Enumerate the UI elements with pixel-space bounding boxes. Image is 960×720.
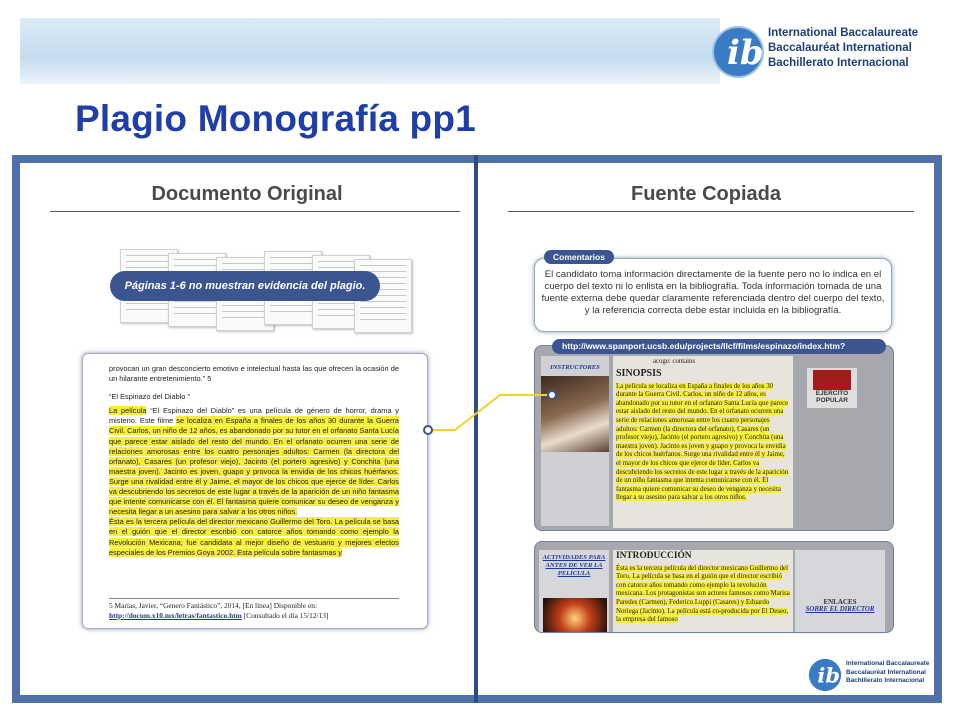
ib-footer-name-es: Bachillerato Internacional xyxy=(846,677,925,684)
footnote-link[interactable]: http://docum.x10.mx/letras/fantastico.htm xyxy=(109,610,242,620)
comment-label: Comentarios xyxy=(544,250,614,264)
intro-text xyxy=(616,565,790,625)
copied-source-heading: Fuente Copiada xyxy=(630,183,781,205)
ib-name-en: International Baccalaureate xyxy=(768,27,919,39)
poster-caption: EJERCITO POPULAR xyxy=(815,390,849,404)
doc-paragraph-1 xyxy=(109,406,399,517)
intro-section-title: INTRODUCCIÓN xyxy=(616,551,692,561)
svg-text:ib: ib xyxy=(817,662,840,688)
ib-name-es: Bachillerato Internacional xyxy=(768,57,909,69)
header-banner xyxy=(20,18,720,84)
highlighted-text: La película xyxy=(109,406,147,416)
highlighted-text: se localiza en España a finales de los años 30 durante la Guerra Civil. Carlos, un niño de 12 años, es abandonado por su tutor en el orfanato Santa Lucía que parece estar aislado del resto del mundo. En el orfanato ocurren una serie de relaciones amorosas entre los cuatro personajes adultos: Carmen (la directora del orfanato), Casares (un profesor viejo), Jacinto (el portero agresivo) y Conchita (una maestra joven). Jacinto es joven, guapo y provoca la envidia de los chicos huérfanos. Surge una rivalidad entre él y Jaime, el mayor de los chicos que ejerce de líder. Carlos va descubriendo los secretos de este lugar a través de la aparición de un niño fantasma que intente comunicarse con él. El fantasma quiere comunicar su deseo de venganza y necesita llegar a un asesino para salvar a los otros niños. xyxy=(109,416,399,517)
heading-divider xyxy=(50,211,460,212)
film-still-image xyxy=(543,598,607,632)
web-synopsis-text xyxy=(616,383,790,503)
source-intro-screenshot xyxy=(534,541,894,633)
web-side-label: INSTRUCTORES xyxy=(550,364,600,371)
original-document-heading: Documento Original xyxy=(151,183,343,205)
highlighted-text: Ésta es la tercera película del director mexicano Guillermo del Toro. La película se basa en el guión que el director escribió con catorce años tomando como ejemplo la Revolución Mexicana; fue candidata al mejor diseño de vestuario y mejores efectos especiales de los Premios Goya 2002. Esta película sobre fantasmas y xyxy=(109,517,399,557)
book-frame xyxy=(12,155,942,703)
ejercito-popular-poster xyxy=(807,368,857,408)
original-document-excerpt xyxy=(82,353,428,629)
footnote-date: [Consultado el día 15/12/13] xyxy=(241,610,329,620)
activities-link[interactable]: ACTIVIDADES PARA ANTES DE VER LA PELÍCULA xyxy=(542,554,606,577)
web-synopsis xyxy=(613,356,793,528)
footnote xyxy=(109,598,399,620)
page-title: Plagio Monografía pp1 xyxy=(75,98,476,139)
ib-organization-name xyxy=(768,26,918,71)
links-column xyxy=(795,550,885,632)
highlighted-text: La película se localiza en España a finales de los años 30 durante la Guerra Civil. Carlos, un niño de 12 años, es abandonado por su tutor en el orfanato Santa Lucía que parece estar aislado del resto del mundo. En el orfanato ocurren una serie de relaciones amorosas entre los cuatro personajes adultos: Carmen (la directora del orfanato), Casares (un profesor viejo), Jacinto (el portero agresivo) y Conchita (una maestra joven). Jacinto es joven y guapo y provoca la envidia de los chicos huérfanos. Surge una rivalidad entre él y Jaime, el mayor de los chicos que ejerce de líder. Carlos va descubriendo los secretos de este lugar a través de la aparición de un niño fantasma que intenta comunicarse con él. El fantasma quiere comunicar su deseo de venganza y necesita llegar a su asesino para salvar a los otros niños. xyxy=(616,382,789,502)
ib-name-fr: Baccalauréat International xyxy=(768,42,912,54)
ib-logo-icon xyxy=(708,20,768,80)
ib-footer-name-en: International Baccalaureate xyxy=(846,660,930,667)
ib-footer-name-fr: Baccalauréat International xyxy=(846,668,926,676)
film-still-image xyxy=(541,376,609,452)
original-document-page xyxy=(20,163,474,695)
doc-text: “El Espinazo del Diablo” es una película de género de horror, drama y misterio. Este filme xyxy=(109,406,399,426)
svg-text:ib: ib xyxy=(727,33,764,73)
copied-source-page xyxy=(478,163,934,695)
ib-footer-name xyxy=(846,660,929,686)
doc-intro-text: provocan un gran desconcierto emotivo e intelectual hasta las que ofrecen la ocasión de un hilarante entretenimiento.” 5 xyxy=(109,364,399,384)
doc-paragraph-2 xyxy=(109,517,399,557)
links-title: ENLACES xyxy=(823,598,857,606)
intro-text-block xyxy=(613,550,793,632)
footnote-citation: 5 Marías, Javier, “Genero Fantástico”, 2014, [En línea] Disponible en: xyxy=(109,601,318,610)
heading-divider xyxy=(508,211,914,212)
director-link[interactable]: SOBRE EL DIRECTOR xyxy=(805,606,875,613)
source-url[interactable]: http://www.spanport.ucsb.edu/projects/llcf/films/espinazo/index.htm? xyxy=(552,339,886,354)
ib-footer-logo-icon xyxy=(806,656,844,694)
web-subtitle: acoge: contains xyxy=(653,358,696,365)
pages-note-banner: Páginas 1-6 no muestran evidencia del plagio. xyxy=(110,271,380,301)
intro-side-column xyxy=(539,550,609,632)
source-webpage-screenshot xyxy=(534,345,894,531)
web-section-title: SINOPSIS xyxy=(616,368,662,379)
doc-section-title: “El Espinazo del Diablo ” xyxy=(109,392,190,402)
comment-box: El candidato toma información directamente de la fuente pero no lo indica en el cuerpo del texto ni lo enlista en la bibliografía. Toda información tomada de una fuente externa debe quedar claramente referenciada dentro del cuerpo del texto, y la referencia correcta debe estar incluida en la bibliografía. xyxy=(534,258,892,332)
highlighted-text: Ésta es la tercera película del director mexicano Guillermo del Toro. La película se basa en el guión que el director escribió con catorce años tomando como ejemplo la revolución mexicana. Los protagonistas son actores famosos como Marisa Paredes (Carmen), Federico Luppi (Casares) y Eduardo Noriega (Jacinto). La película está co-producida por El Deseo, la empresa del famoso xyxy=(616,564,790,624)
